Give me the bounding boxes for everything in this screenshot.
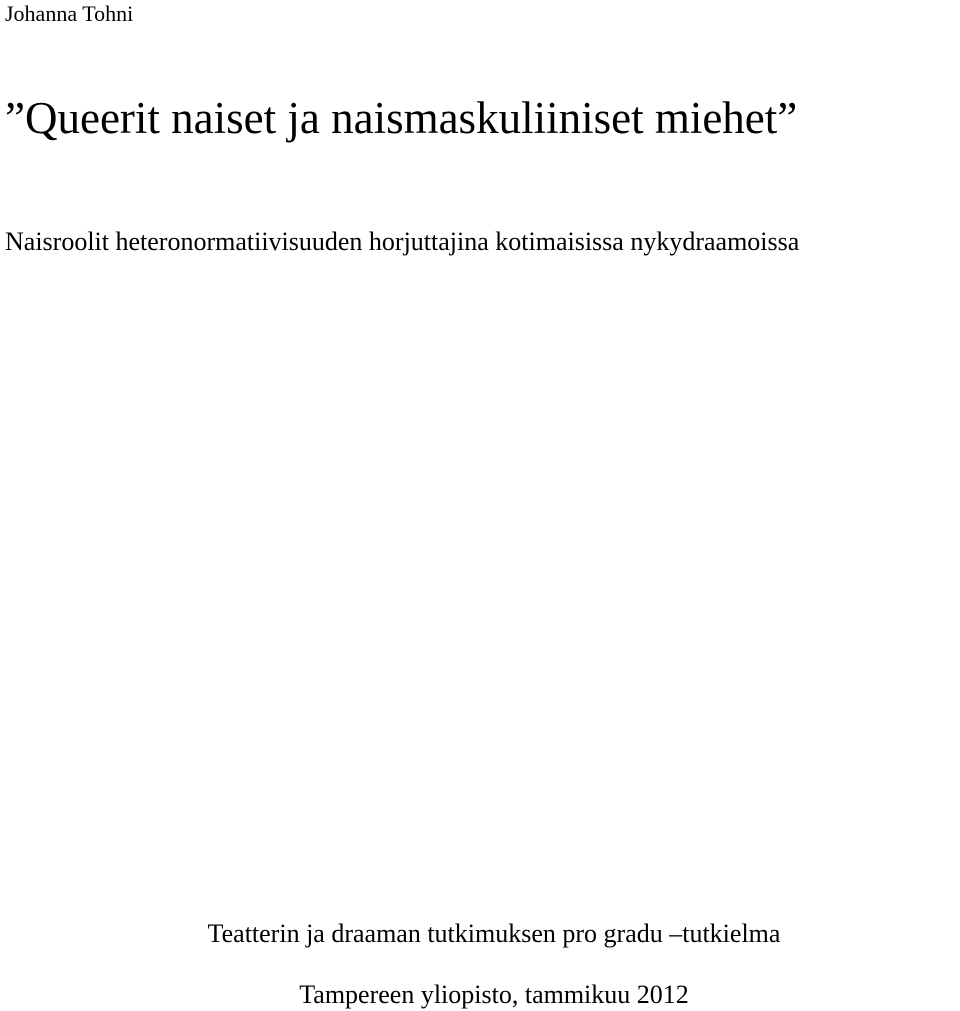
thesis-title: ”Queerit naiset ja naismaskuliiniset miehet”: [5, 93, 798, 143]
thesis-type: Teatterin ja draaman tutkimuksen pro gradu –tutkielma: [207, 919, 781, 948]
thesis-subtitle: Naisroolit heteronormatiivisuuden horjuttajina kotimaisissa nykydraamoissa: [5, 227, 800, 256]
author-name: Johanna Tohni: [5, 1, 134, 26]
university-and-date: Tampereen yliopisto, tammikuu 2012: [299, 980, 689, 1009]
